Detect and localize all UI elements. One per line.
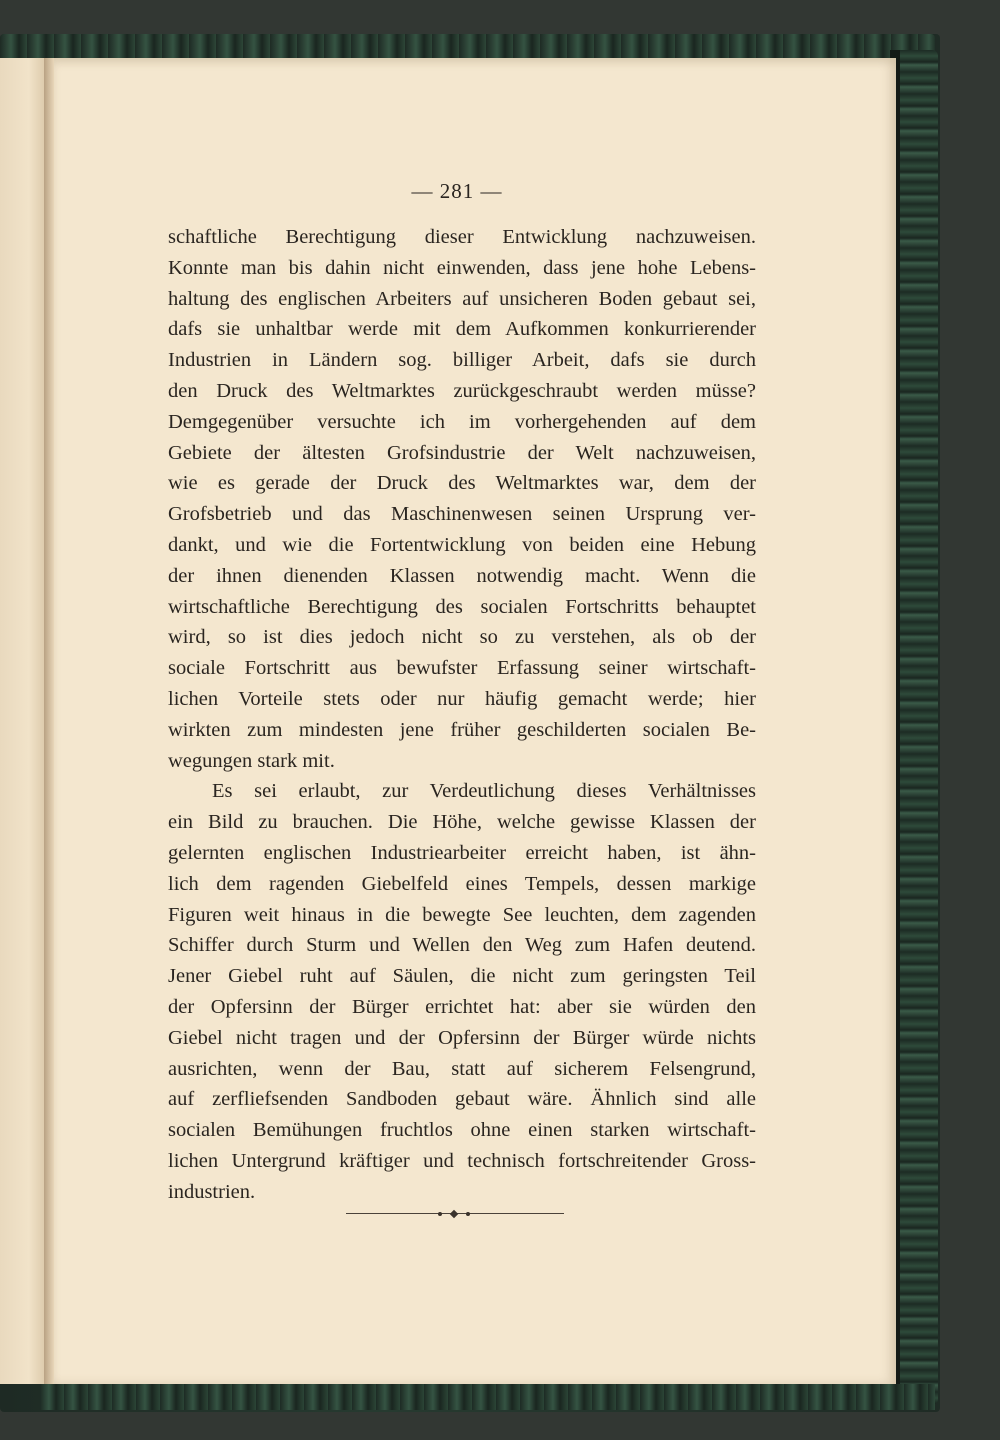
text-line: Giebel nicht tragen und der Opfersinn der Bürger würde nichts bbox=[168, 1026, 756, 1049]
text-line: schaftliche Berechtigung dieser Entwicklung nachzuweisen. bbox=[168, 226, 756, 248]
text-line: Es sei erlaubt, zur Verdeutlichung dieses Verhältnisses bbox=[212, 780, 756, 803]
text-line: Schiffer durch Sturm und Wellen den Weg zum Hafen deutend. bbox=[168, 934, 756, 957]
book-page bbox=[54, 58, 896, 1384]
text-line: wie es gerade der Druck des Weltmarktes war, dem der bbox=[168, 472, 756, 495]
text-line: Jener Giebel ruht auf Säulen, die nicht zum geringsten Teil bbox=[168, 965, 756, 988]
text-line: sociale Fortschritt aus bewufster Erfassung seiner wirtschaft- bbox=[168, 657, 756, 680]
text-line: haltung des englischen Arbeiters auf unsicheren Boden gebaut sei, bbox=[168, 287, 756, 310]
page-number: — 281 — bbox=[411, 179, 503, 203]
text-line: den Druck des Weltmarktes zurückgeschraubt werden müsse? bbox=[168, 379, 756, 402]
text-line: socialen Bemühungen fruchtlos ohne einen starken wirtschaft- bbox=[168, 1119, 756, 1142]
text-line: Gebiete der ältesten Grofsindustrie der Welt nachzuweisen, bbox=[168, 441, 756, 464]
text-line: der Opfersinn der Bürger errichtet hat: aber sie würden den bbox=[168, 995, 756, 1018]
text-line: lich dem ragenden Giebelfeld eines Tempels, dessen markige bbox=[168, 872, 756, 895]
cover-edge-bottom bbox=[40, 1384, 935, 1410]
text-line: wirkten zum mindesten jene früher geschilderten socialen Be- bbox=[168, 718, 756, 741]
text-line: lichen Vorteile stets oder nur häufig gemacht werde; hier bbox=[168, 687, 756, 710]
text-line: Demgegenüber versuchte ich im vorhergehenden auf dem bbox=[168, 410, 756, 433]
text-line: dafs sie unhaltbar werde mit dem Aufkommen konkurrierender bbox=[168, 318, 756, 341]
end-ornament bbox=[346, 1208, 564, 1220]
text-line: gelernten englischen Industriearbeiter erreicht haben, ist ähn- bbox=[168, 841, 756, 864]
cover-edge-top bbox=[0, 34, 935, 60]
cover-edge-right bbox=[890, 50, 938, 1405]
ornament-flourish bbox=[432, 1209, 478, 1219]
text-line: der ihnen dienenden Klassen notwendig macht. Wenn die bbox=[168, 564, 756, 587]
text-line: wegungen stark mit. bbox=[168, 749, 335, 772]
text-line: Grofsbetrieb und das Maschinenwesen seinen Ursprung ver- bbox=[168, 503, 756, 526]
text-line: ein Bild zu brauchen. Die Höhe, welche gewisse Klassen der bbox=[168, 811, 756, 834]
text-line: Konnte man bis dahin nicht einwenden, dass jene hohe Lebens- bbox=[168, 256, 756, 279]
left-page-edge bbox=[0, 58, 48, 1384]
text-line: lichen Untergrund kräftiger und technisch fortschreitender Gross- bbox=[168, 1149, 756, 1172]
text-line: wird, so ist dies jedoch nicht so zu verstehen, als ob der bbox=[168, 626, 756, 649]
text-line: dankt, und wie die Fortentwicklung von beiden eine Hebung bbox=[168, 533, 756, 556]
text-line: Figuren weit hinaus in die bewegte See leuchten, dem zagenden bbox=[168, 903, 756, 926]
text-line: ausrichten, wenn der Bau, statt auf sicherem Felsengrund, bbox=[168, 1057, 756, 1080]
text-line: auf zerfliefsenden Sandboden gebaut wäre. Ähnlich sind alle bbox=[168, 1088, 756, 1111]
text-line: Industrien in Ländern sog. billiger Arbeit, dafs sie durch bbox=[168, 349, 756, 372]
body-text bbox=[168, 222, 756, 1208]
text-line: wirtschaftliche Berechtigung des socialen Fortschritts behauptet bbox=[168, 595, 756, 618]
text-line: industrien. bbox=[168, 1180, 256, 1203]
